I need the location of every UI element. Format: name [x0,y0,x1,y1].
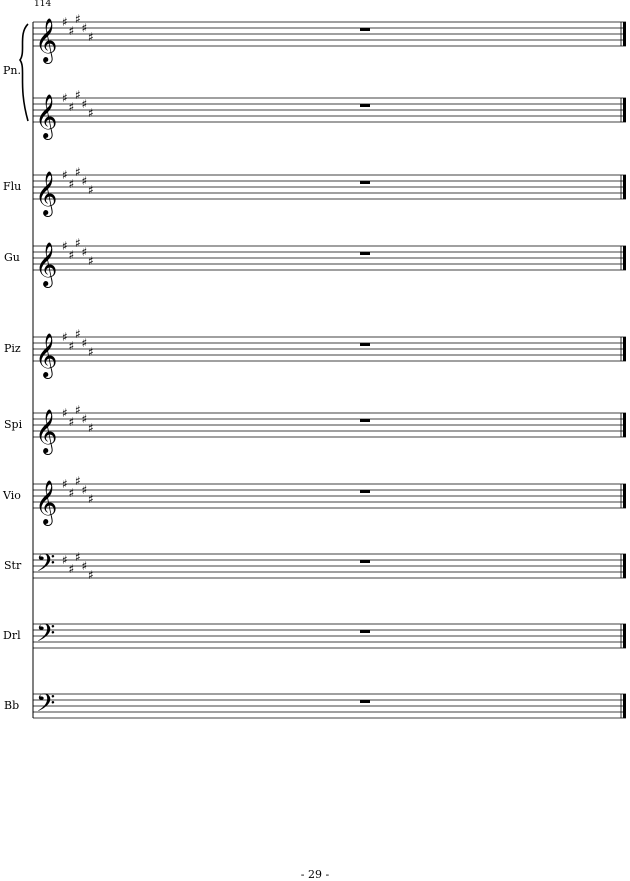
sharp-icon: ♯ [88,254,94,268]
sharp-icon: ♯ [75,403,81,417]
sharp-icon: ♯ [75,165,81,179]
whole-rest [360,252,370,255]
instrument-label: Piz [4,342,21,355]
sharp-icon: ♯ [62,15,68,29]
whole-rest [360,181,370,184]
sharp-icon: ♯ [68,100,75,114]
instrument-label: Flu [3,180,22,193]
treble-clef-icon: 𝄞 [35,94,58,138]
treble-clef-icon: 𝄞 [35,409,58,453]
instrument-label: Pn. [3,64,21,77]
sharp-icon: ♯ [62,477,68,491]
sharp-icon: ♯ [88,421,94,435]
instrument-label: Drl [3,629,21,642]
sharp-icon: ♯ [75,12,81,26]
sharp-icon: ♯ [68,248,75,262]
sharp-icon: ♯ [62,239,68,253]
page-number: - 29 - [300,868,330,881]
sharp-icon: ♯ [88,183,94,197]
sharp-icon: ♯ [68,339,75,353]
treble-clef-icon: 𝄞 [35,242,58,286]
whole-rest [360,560,370,563]
instrument-label: Gu [4,251,20,264]
instrument-label: Vio [3,489,21,502]
sharp-icon: ♯ [75,88,81,102]
sharp-icon: ♯ [68,562,75,576]
whole-rest [360,104,370,107]
sharp-icon: ♯ [75,327,81,341]
sharp-icon: ♯ [62,168,68,182]
sharp-icon: ♯ [88,345,94,359]
sharp-icon: ♯ [81,336,88,350]
sharp-icon: ♯ [81,174,88,188]
piano-brace [20,24,28,121]
whole-rest [360,630,370,633]
instrument-label: Spi [4,418,23,431]
sharp-icon: ♯ [62,91,68,105]
instrument-label: Bb [4,699,20,712]
treble-clef-icon: 𝄞 [35,480,58,524]
sharp-icon: ♯ [88,106,94,120]
whole-rest [360,419,370,422]
sharp-icon: ♯ [88,30,94,44]
sharp-icon: ♯ [81,245,88,259]
instrument-label: Str [4,559,22,572]
sharp-icon: ♯ [88,492,94,506]
sharp-icon: ♯ [75,550,81,564]
whole-rest [360,343,370,346]
sharp-icon: ♯ [81,559,88,573]
bass-clef-icon: 𝄢 [36,619,56,654]
sharp-icon: ♯ [81,21,88,35]
sharp-icon: ♯ [75,474,81,488]
sharp-icon: ♯ [81,97,88,111]
sharp-icon: ♯ [68,177,75,191]
sharp-icon: ♯ [62,553,68,567]
sharp-icon: ♯ [81,483,88,497]
bass-clef-icon: 𝄢 [36,549,56,584]
sharp-icon: ♯ [81,412,88,426]
sharp-icon: ♯ [68,415,75,429]
sharp-icon: ♯ [88,568,94,582]
sharp-icon: ♯ [68,486,75,500]
measure-number: 114 [34,0,52,9]
sharp-icon: ♯ [62,406,68,420]
sharp-icon: ♯ [75,236,81,250]
sharp-icon: ♯ [68,24,75,38]
whole-rest [360,28,370,31]
treble-clef-icon: 𝄞 [35,171,58,215]
whole-rest [360,700,370,703]
treble-clef-icon: 𝄞 [35,18,58,62]
treble-clef-icon: 𝄞 [35,333,58,377]
whole-rest [360,490,370,493]
sharp-icon: ♯ [62,330,68,344]
bass-clef-icon: 𝄢 [36,689,56,724]
